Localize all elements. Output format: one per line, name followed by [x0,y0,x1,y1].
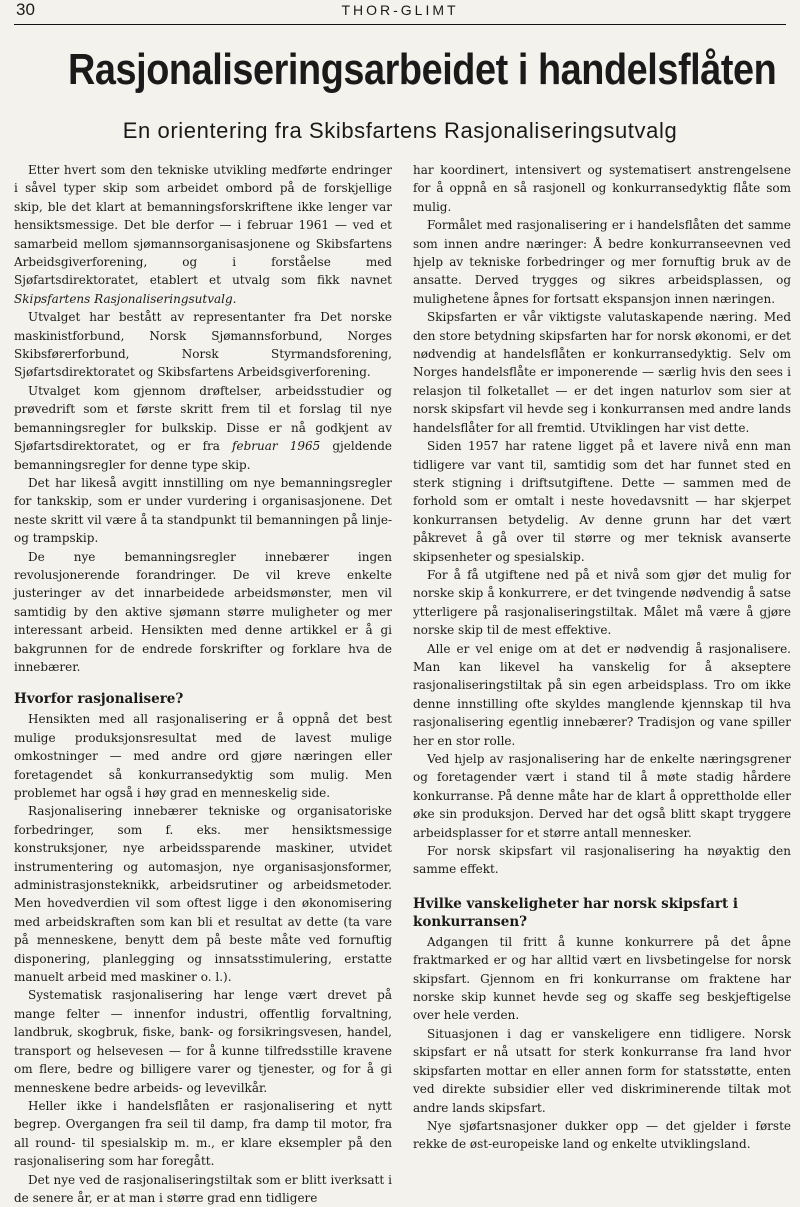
effective-date: februar 1965 [232,439,321,454]
paragraph: Formålet med rasjonalisering er i handelsflåten det samme som innen andre næringer: Å bedre konkurranseevnen ved hjelp av tekniske forbedringer og mer fornuftig bruk av de ansatte. Derved trygges og sikres arbeidsplassen, og mulighetene åpnes for fortsatt ekspansjon innen næringen. [413,218,791,306]
paragraph: Ved hjelp av rasjonalisering har de enkelte næringsgrener og foretagender vært i stand til å møte stadig hårdere konkurranse. På denne måte har de klart å opprettholde eller øke sin produksjon. Derved har det også blitt skapt tryggere arbeidsplasser for et større antall mennesker. [413,752,791,840]
paragraph: Hensikten med all rasjonalisering er å oppnå det best mulige produksjonsresultat med de lavest mulige omkostninger — med andre ord gjøre næringen eller foretagendet så konkurransedyktig som mulig. Men problemet har også i høy grad en menneskelig side. [14,712,392,800]
paragraph: Systematisk rasjonalisering har lenge vært drevet på mange felter — innenfor industri, offentlig forvaltning, landbruk, skogbruk, fiske, bank- og forsikringsvesen, handel, transport og helsevesen — for å kunne tilfredsstille kravene om flere, bedre og billigere varer og tjenester, og for å gi menneskene bedre arbeids- og levevilkår. [14,988,392,1095]
paragraph: For norsk skipsfart vil rasjonalisering ha nøyaktig den samme effekt. [413,844,791,877]
section-heading: Hvorfor rasjonalisere? [14,691,184,708]
paragraph: Utvalget har bestått av representanter fra Det norske maskinistforbund, Norsk Sjømannsforbund, Norges Skibsførerforbund, Norsk Styrmandsforening, Sjøfartsdirektoratet og Skibsfartens Arbeidsgiverforening. [14,310,392,380]
journal-title: THOR-GLIMT [341,2,459,18]
paragraph: Situasjonen i dag er vanskeligere enn tidligere. Norsk skipsfart er nå utsatt for sterk konkurranse fra land hvor skipsfarten mottar en eller annen form for statsstøtte, enten ved direkte subsidier eller ved diskriminerende tiltak mot andre lands skipsfart. [413,1026,791,1115]
paragraph: Utvalget kom gjennom drøftelser, arbeidsstudier og prøvedrift som et første skritt frem til et forslag til nye bemanningsregler for bulkskip. Disse er nå godkjent av Sjøfartsdirektoratet, og er fra februar 1965 gjeldende bemanningsregler for denne type skip. [14,383,392,472]
section-heading: Hvilke vanskeligheter har norsk skipsfart i konkurransen? [413,895,739,930]
paragraph: Det nye ved de rasjonaliseringstiltak som er blitt iverksatt i de senere år, er at man i større grad enn tidligere [14,1172,392,1205]
article-title: Rasjonaliseringsarbeidet i handelsflåten [68,45,777,94]
page-number: 30 [16,0,35,19]
left-column [14,161,392,1207]
paragraph: Skipsfarten er vår viktigste valutaskapende næring. Med den store betydning skipsfarten har for norsk økonomi, er det nødvendig at handelsflåten er konkurransedyktig. Selv om Norges handelsflåte er imponerende — særlig hvis den sees i relasjon til folketallet — er det ingen naturlov som sier at norsk skipsfart vil hevde seg i konkurransen med andre lands handelsflåter for all fremtid. Utviklingen har vist dette. [413,310,791,435]
paragraph: Rasjonalisering innebærer tekniske og organisatoriske forbedringer, som f. eks. mer hensiktsmessige konstruksjoner, nye arbeidssparende maskiner, utvidet instrumentering og automasjon, nye organisasjonsformer, administrasjonsteknikk, arbeidsrutiner og arbeidsmetoder. Men hovedverdien vil som oftest ligge i den økonomisering med arbeidskraften som kan bli et resultat av dette (ta vare på menneskene, benytt dem på beste måte ved fornuftig disponering, planlegging og innsatsstimulering, erstatte manuelt arbeid med maskiner o. l.). [14,804,392,985]
paragraph: Heller ikke i handelsflåten er rasjonalisering et nytt begrep. Overgangen fra seil til damp, fra damp til motor, fra all round- til spesialskip m. m., er klare eksempler på den rasjonalisering som har foregått. [14,1098,392,1169]
paragraph: Det har likeså avgitt innstilling om nye bemanningsregler for tankskip, som er under vurdering i organisasjonene. Det neste skritt vil være å ta standpunkt til bemanningen på linje- og trampskip. [14,475,392,546]
paragraph: Adgangen til fritt å kunne konkurrere på det åpne fraktmarked er og har alltid vært en livsbetingelse for norsk skipsfart. Gjennom en fri konkurranse om fraktene har norske skip kunnet hevde seg og skaffe seg beskjeftigelse over hele verden. [413,934,791,1023]
page-header [14,0,786,25]
paragraph: Alle er vel enige om at det er nødvendig å rasjonalisere. Man kan likevel ha vanskelig for å akseptere rasjonaliseringstiltak på sin egen arbeidsplass. Tro om ikke denne innstilling ofte skyldes manglende kjennskap til hva rasjonalisering egentlig innebærer? Tradisjon og vane spiller her en stor rolle. [413,641,791,748]
paragraph: Siden 1957 har ratene ligget på et lavere nivå enn man tidligere var vant til, samtidig som det har funnet sted en sterk stigning i driftsutgiftene. Dette — sammen med de forhold som er omtalt i neste hovedavsnitt — har skjerpet konkurransen betydelig. Av denne grunn har det vært påkrevet å gå over til større og mer teknisk avanserte skipsenheter og spesialskip. [413,439,791,564]
right-column [413,161,791,1154]
paragraph: har koordinert, intensivert og systematisert anstrengelsene for å oppnå en så rasjonell og konkurransedyktig flåte som mulig. [413,163,791,214]
paragraph: De nye bemanningsregler innebærer ingen revolusjonerende forandringer. De vil kreve enkelte justeringer av det innarbeidede arbeidsmønster, men vil samtidig by den aktive sjømann større muligheter og mer interessant arbeid. Hensikten med denne artikkel er å gi bakgrunnen for de endrede forskrifter og forklare hva de innebærer. [14,549,392,674]
paragraph: Etter hvert som den tekniske utvikling medførte endringer i såvel typer skip som arbeidet ombord på de forskjellige skip, ble det klart at bemanningsforskriftene ikke lenger var hensiktsmessige. Det ble derfor — i februar 1961 — ved et samarbeid mellom sjømannsorganisasjonene og Skibsfartens Arbeidsgiverforening, og i forståelse med Sjøfartsdirektoratet, etablert et utvalg som fikk navnet Skipsfartens Rasjonaliseringsutvalg. [14,163,392,306]
article-subtitle: En orientering fra Skibsfartens Rasjonaliseringsutvalg [122,118,678,143]
paragraph: For å få utgiftene ned på et nivå som gjør det mulig for norske skip å konkurrere, er det tvingende nødvendig å satse ytterligere på rasjonaliseringstiltak. Målet må være å gjøre norske skip til de mest effektive. [413,567,791,638]
paragraph: Nye sjøfartsnasjoner dukker opp — det gjelder i første rekke de øst-europeiske land og enkelte utviklingsland. [413,1118,791,1152]
committee-name: Skipsfartens Rasjonaliseringsutvalg [14,291,233,306]
